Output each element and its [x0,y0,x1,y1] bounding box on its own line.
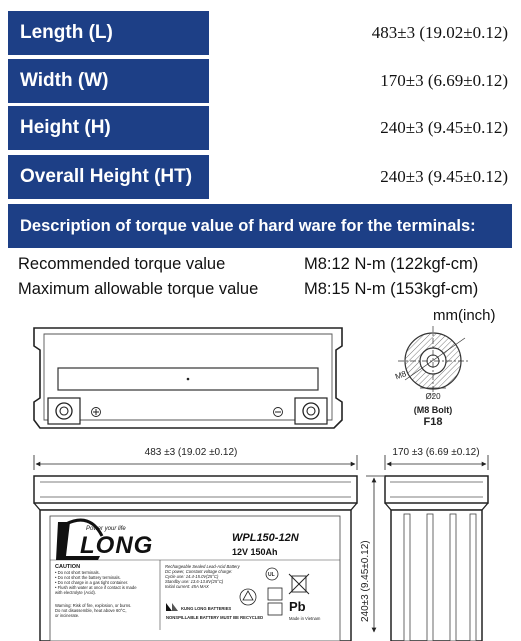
spec-line: Cycle use: 14.4-15.0V(25°C) [165,574,219,579]
battery-side-view [385,476,488,641]
torque-value: M8:15 N-m (153kgf-cm) [304,280,479,298]
terminal-detail [398,326,468,396]
battery-top-view [34,328,342,428]
warning-line: or incinerate. [55,613,80,618]
caution-line: with electrolyte (Acid). [55,590,96,595]
rating-text: 12V 150Ah [232,547,278,557]
caution-line: • Do not short the battery terminals. [55,575,121,580]
terminal-bolt-label: M8 [393,369,408,382]
spec-value: 240±3 (9.45±0.12) [380,118,508,137]
spec-value: 483±3 (19.02±0.12) [371,23,508,42]
spec-label: Width (W) [8,59,209,103]
spec-label: Overall Height (HT) [8,155,209,199]
torque-value: M8:12 N-m (122kgf-cm) [304,255,479,273]
spec-label: Length (L) [8,11,209,55]
brand-tagline: Power your life [86,526,126,532]
caution-line: • Do not charge in a gas tight container. [55,580,129,585]
caution-title: CAUTION [55,564,81,570]
torque-title: Description of torque value of hard ware for the terminals: [8,204,512,248]
spec-value: 240±3 (9.45±0.12) [380,167,508,186]
height-dimension: 240±3 (9.45±0.12) [360,540,371,622]
pb-mark: Pb [289,599,306,614]
spec-line: Initial current: 45A MAX [165,584,209,589]
terminal-code: F18 [423,416,443,428]
width-dimension: 170 ±3 (6.69 ±0.12) [392,447,480,458]
spec-line: Rechargeable Sealed Lead-Acid Battery [165,564,240,569]
warning-line: Do not disassemble, heat above 60°C, [55,608,127,613]
spec-value: 170±3 (6.69±0.12) [380,71,508,90]
spec-line: Standby use: 13.6-13.8V(25°C) [165,579,224,584]
length-dimension: 483 ±3 (19.02 ±0.12) [144,447,238,458]
brand-name: LONG [80,532,154,559]
model-name: WPL150-12N [232,532,299,544]
spec-line: DC power, Constant voltage charge: [165,569,233,574]
recycle-text: NONSPILLABLE BATTERY MUST BE RECYCLED [166,615,264,620]
terminal-bolt-caption: (M8 Bolt) [413,405,453,415]
torque-label: Maximum allowable torque value [18,280,259,298]
company-name: KUNG LONG BATTERIES [181,606,232,611]
spec-label: Height (H) [8,106,209,150]
ul-mark: UL [268,572,275,578]
unit-label: mm(inch) [433,307,496,324]
terminal-diameter: Ø20 [425,392,441,401]
warning-line: Warning: Risk of fire, explosion, or burns. [55,603,132,608]
caution-line: • Do not short terminals. [55,570,100,575]
torque-label: Recommended torque value [18,255,226,273]
caution-line: • Flush with water at once if contact is made [55,585,137,590]
origin-text: Made in Vietnam [289,616,321,621]
